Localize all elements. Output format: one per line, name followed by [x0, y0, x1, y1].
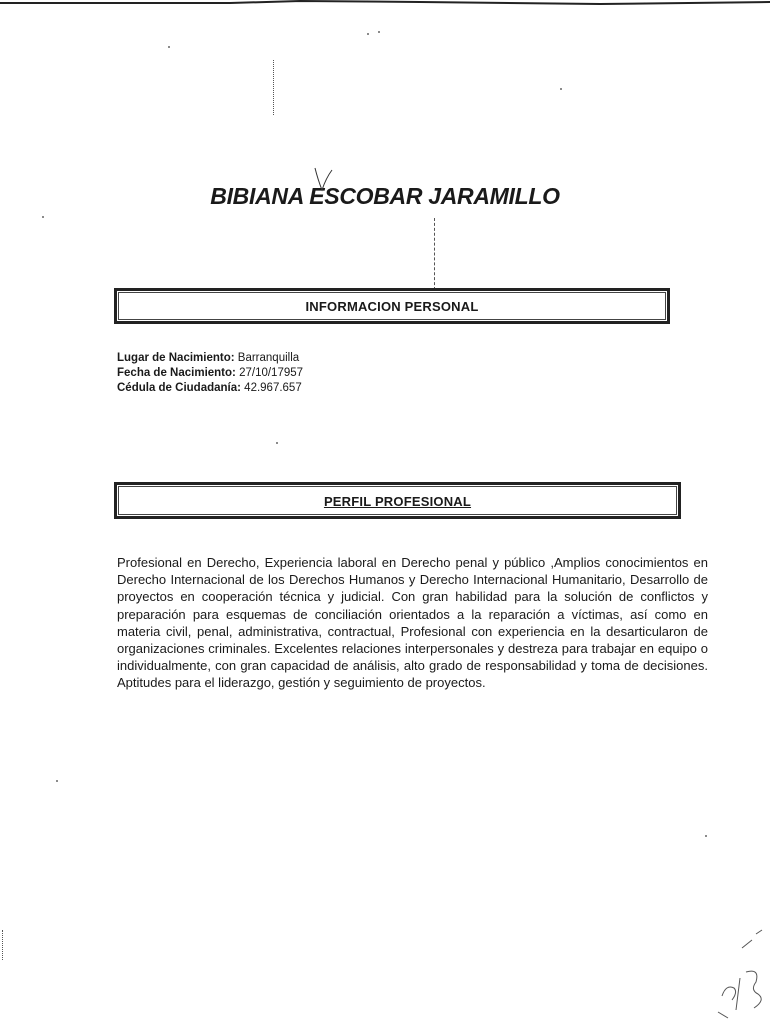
profile-paragraph: Profesional en Derecho, Experiencia laboral en Derecho penal y público ,Amplios conocimientos en Derecho Internacional de los Derechos Humanos y Derecho Internacional Humanitario, Desarrollo de proyectos en cooperación técnica y judicial. Con gran habilidad para la solución de conflictos y preparación para esquemas de conciliación orientados a la reparación a víctimas, así como en materia civil, penal, administrativa, contractual, Profesional con experiencia en la desarticularon de organizaciones criminales. Excelentes relaciones interpersonales y destreza para trabajar en equipo o individualmente, con gran capacidad de análisis, alto grado de responsabilidad y toma de decisiones. Aptitudes para el liderazgo, gestión y seguimiento de proyectos.: [117, 555, 708, 691]
scan-speck: [705, 835, 707, 837]
scan-dashed-line: [434, 218, 435, 290]
scan-dashed-line: [273, 60, 274, 115]
scan-speck: [168, 46, 170, 48]
scan-top-edge: [0, 0, 770, 6]
birthplace-label: Lugar de Nacimiento:: [117, 352, 235, 364]
candidate-name: BIBIANA ESCOBAR JARAMILLO: [210, 183, 560, 209]
birthdate-value: 27/10/17957: [239, 367, 304, 379]
id-label: Cédula de Ciudadanía:: [117, 382, 241, 394]
id-value: 42.967.657: [244, 382, 302, 394]
birthdate-label: Fecha de Nacimiento:: [117, 367, 236, 379]
scan-speck: [367, 33, 369, 35]
personal-info-heading: INFORMACION PERSONAL: [305, 299, 479, 314]
personal-info-block: [117, 351, 303, 396]
scan-speck: [56, 780, 58, 782]
scan-speck: [378, 31, 380, 33]
handwritten-folio-mark: [712, 928, 770, 1020]
scan-dashed-line: [2, 930, 3, 960]
id-row: [117, 381, 303, 396]
birthdate-row: [117, 366, 303, 381]
personal-info-heading-box: [114, 288, 670, 324]
birthplace-row: [117, 351, 303, 366]
profile-heading-box: [114, 482, 681, 519]
handwritten-tick: [312, 166, 336, 196]
scan-speck: [560, 88, 562, 90]
scan-speck: [276, 442, 278, 444]
birthplace-value: Barranquilla: [237, 352, 300, 364]
profile-heading: PERFIL PROFESIONAL: [323, 494, 472, 509]
scan-speck: [42, 216, 44, 218]
